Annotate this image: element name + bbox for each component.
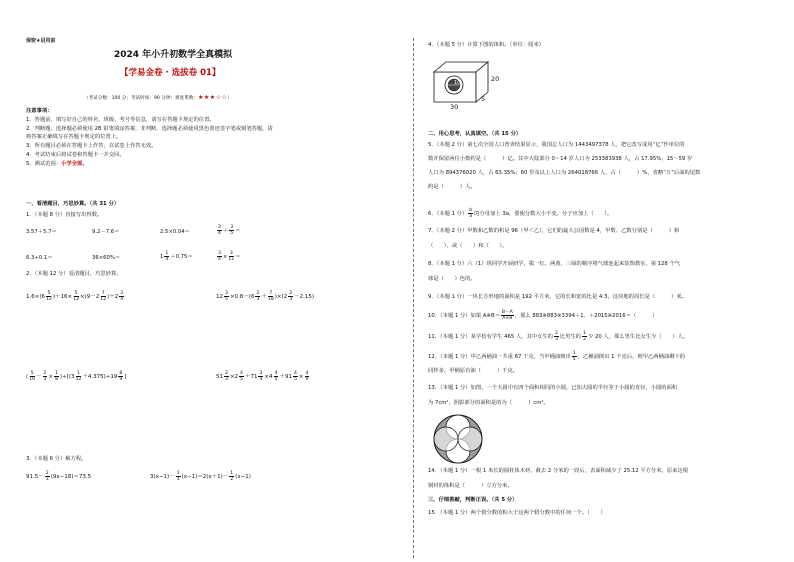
meta-end: ） bbox=[227, 96, 233, 101]
q1-item-8: $\frac{3}{4}$ × $\frac{3}{11}$ ＝ bbox=[218, 251, 241, 262]
q10: 10．（本题 1 分）如果 A※B＝ $\frac{B-A}{A\times B}$ ，那么 883※883※3394＋1．＋2015※2016＝（ ） bbox=[428, 310, 658, 321]
q5-line2: 数并保留两位小数约是（ ）亿。其中大陆部分 0～14 岁人口为 253383938 人，占 17.95%；15～59 岁 bbox=[428, 156, 693, 162]
q1-label: 1．（本题 8 分）直接写出得数。 bbox=[26, 212, 103, 218]
notice-item-3: 3．所有题目必须在答题卡上作答，在试卷上作答无效。 bbox=[26, 143, 157, 149]
section2-title: 二、用心思考，认真填空。（共 15 分） bbox=[428, 131, 522, 137]
q2-expr-2: 12 $\frac{3}{5}$ ×0.8－(6 $\frac{2}{3}$ ＋ $\frac{7}{18}$ )×(2 $\frac{2}{3}$ －2.15) bbox=[216, 291, 315, 302]
box-dim-side: 5 bbox=[481, 95, 486, 103]
meta-text: （考试分数：100 分；考试时间：90 分钟；难度系数： bbox=[84, 96, 199, 101]
q1-item-4: $\frac{3}{4}$ ＋ $\frac{3}{5}$ ＝ bbox=[218, 225, 241, 236]
q1-item-7: 1 $\frac{1}{4}$ ＋0.75＝ bbox=[160, 251, 193, 262]
section1-title: 一、看清题目，巧思妙算。（共 31 分） bbox=[26, 201, 120, 207]
exam-title: 2024 年小升初数学全真模拟 bbox=[114, 50, 233, 60]
q2-expr-1: 1.6×(6 $\frac{5}{12}$ )＋16× $\frac{5}{12}$ ×(9－2 $\frac{7}{12}$ )＋2 $\frac{3}{4}$ bbox=[26, 291, 124, 302]
q15: 15．（本题 1 分）两个假分数的积大于这两个假分数中的任何一个。（ ） bbox=[428, 510, 606, 516]
q1-item-2: 9.2－7.6＝ bbox=[92, 229, 120, 235]
q2-expr-4: 51 $\frac{2}{3}$ ×2 $\frac{4}{5}$ ＋71 $\frac{3}{4}$ ×4 $\frac{4}{5}$ ＋91 $\frac{4}{5}$ × $\frac{4}{9}$ bbox=[216, 371, 309, 382]
q7-line1: 7．（本题 2 分）甲数和乙数的积是 96（甲＜乙），它们的最大公因数是 4，甲数、乙数分别是（ ）和 bbox=[428, 228, 680, 234]
q9: 9．（本题 1 分）一块长方形地的面积是 192 平方米，它的长和宽的比是 4:3，这块地的周长是（ ）米。 bbox=[428, 294, 687, 300]
box-dim-hole: 10 bbox=[454, 80, 461, 86]
section3-title: 三、仔细推敲，判断正误。（共 5 分） bbox=[428, 497, 518, 503]
q3-equation-1: 91.5－ $\frac{2}{3}$ (9x−18)＝73.5 bbox=[26, 471, 92, 482]
q2-label: 2．（本题 12 分）看清题目，巧思妙算。 bbox=[26, 271, 122, 277]
q12-line1: 12．（本题 1 分）甲乙两桶油一共重 67 千克，当甲桶油倒出 $\frac{1}{5}$ ，乙桶油倒出 1 千克后，则甲乙两桶油剩下的 bbox=[428, 351, 686, 362]
notice-item-5: 5．测试范围：小学全部。 bbox=[26, 161, 88, 167]
q4-label: 4．（本题 5 分）计算下图的体积。（单位：厘米） bbox=[428, 42, 545, 48]
q5-line1: 5．（本题 2 分）第七次全国人口普查结果显示，我国总人口为 1443497378 人，把它改写成用“亿”作单位的 bbox=[428, 142, 685, 148]
notice-item-4: 4．考试结束后将试卷和答题卡一并交回。 bbox=[26, 152, 125, 158]
box-dim-top: 20 bbox=[491, 75, 500, 83]
q12-line2: 同样多，甲桶原有油（ ）千克。 bbox=[428, 368, 519, 374]
difficulty-stars-empty-icon: ☆☆ bbox=[215, 94, 228, 101]
q3-label: 3．（本题 6 分）解方程。 bbox=[26, 456, 87, 462]
exam-subtitle: 【学易金卷 · 选拔卷 01】 bbox=[120, 68, 221, 78]
q3-equation-2: 3(x−1)－ $\frac{1}{3}$ (x−1)＝2(x＋1)－ $\frac{1}{2}$ (x−1) bbox=[150, 471, 251, 482]
q1-item-5: 6.3÷0.1＝ bbox=[26, 255, 53, 261]
q2-expr-3: ( $\frac{5}{16}$ － $\frac{2}{3}$ × $\frac{1}{8}$ )÷[(3 $\frac{1}{12}$ ＋4.375)÷19 $\frac{8}{9}$ ] bbox=[26, 371, 127, 382]
q5-line4: 约是（ ）人。 bbox=[428, 184, 476, 190]
notice-item-2-line1: 2．判断题、选择题必须使用 2B 铅笔填涂答案，非判断、选择题必须使用黑色墨迹签字笔或钢笔答题，请 bbox=[26, 126, 273, 132]
notice-item-2-line2: 将答案正确填写在答题卡规定的位置上。 bbox=[26, 134, 122, 140]
notice-item-1: 1．答题前，填写好自己的姓名、班级、考号等信息，请写在答题卡规定的位置。 bbox=[26, 117, 215, 123]
notice-title: 注意事项： bbox=[26, 108, 53, 114]
q14-line2: 钢材的体积是（ ）立方分米。 bbox=[428, 483, 513, 489]
q14-line1: 14．（本题 1 分）一根 1 米长的圆柱体木材，截去 2 分米的一段后，表面积减少了 25.12 平方分米，原来这根 bbox=[428, 468, 689, 474]
q5-line3: 人口为 894376020 人，占 63.35%；60 岁及以上人口为 264018766 人，占（ ）%，省略“万”后面的尾数 bbox=[428, 170, 701, 176]
q11: 11．（本题 1 分）某学校有学生 465 人，其中女生的 $\frac{2}{3}$ 比男生的 $\frac{1}{2}$ 少 20 人，那么男生比女生少（ ）人。 bbox=[428, 331, 689, 342]
q13-line2: 为 7cm²，阴影部分的面积是的为（ ）cm²。 bbox=[428, 400, 549, 406]
difficulty-stars-filled-icon: ★★★ bbox=[198, 94, 216, 101]
q1-item-1: 3.57＋5.7＝ bbox=[26, 229, 57, 235]
circles-figure bbox=[432, 413, 484, 465]
q13-line1: 13．（本题 1 分）如图，一个大圆中有四个面积相同的小圆，已知大圆的半径等于小圆的直径，小圆的面积 bbox=[428, 385, 678, 391]
secret-label: 保密★启用前 bbox=[26, 38, 56, 44]
test-scope: 小学全部。 bbox=[61, 161, 88, 167]
q8-line1: 8．（本题 1 分）六（1）班同学开展研学，拔一红、两黄、三绿的顺序将气球连起来装饰教室，第 128 个气 bbox=[428, 261, 681, 267]
q8-line2: 球是（ ）色的。 bbox=[428, 276, 476, 282]
box-dim-bottom: 30 bbox=[450, 103, 459, 111]
q1-item-3: 2.5×0.04＝ bbox=[160, 229, 190, 235]
q7-line2: （ ）、或（ ）和（ ）。 bbox=[428, 243, 508, 249]
q1-item-6: 36×60%＝ bbox=[92, 255, 121, 261]
q6: 6．（本题 1 分） $\frac{b}{a}$ 的分母加上 3a，要使分数大小不变，分子应加上（ ）。 bbox=[428, 208, 613, 219]
column-divider bbox=[413, 38, 414, 558]
box-figure bbox=[432, 56, 498, 108]
exam-meta bbox=[84, 94, 232, 102]
